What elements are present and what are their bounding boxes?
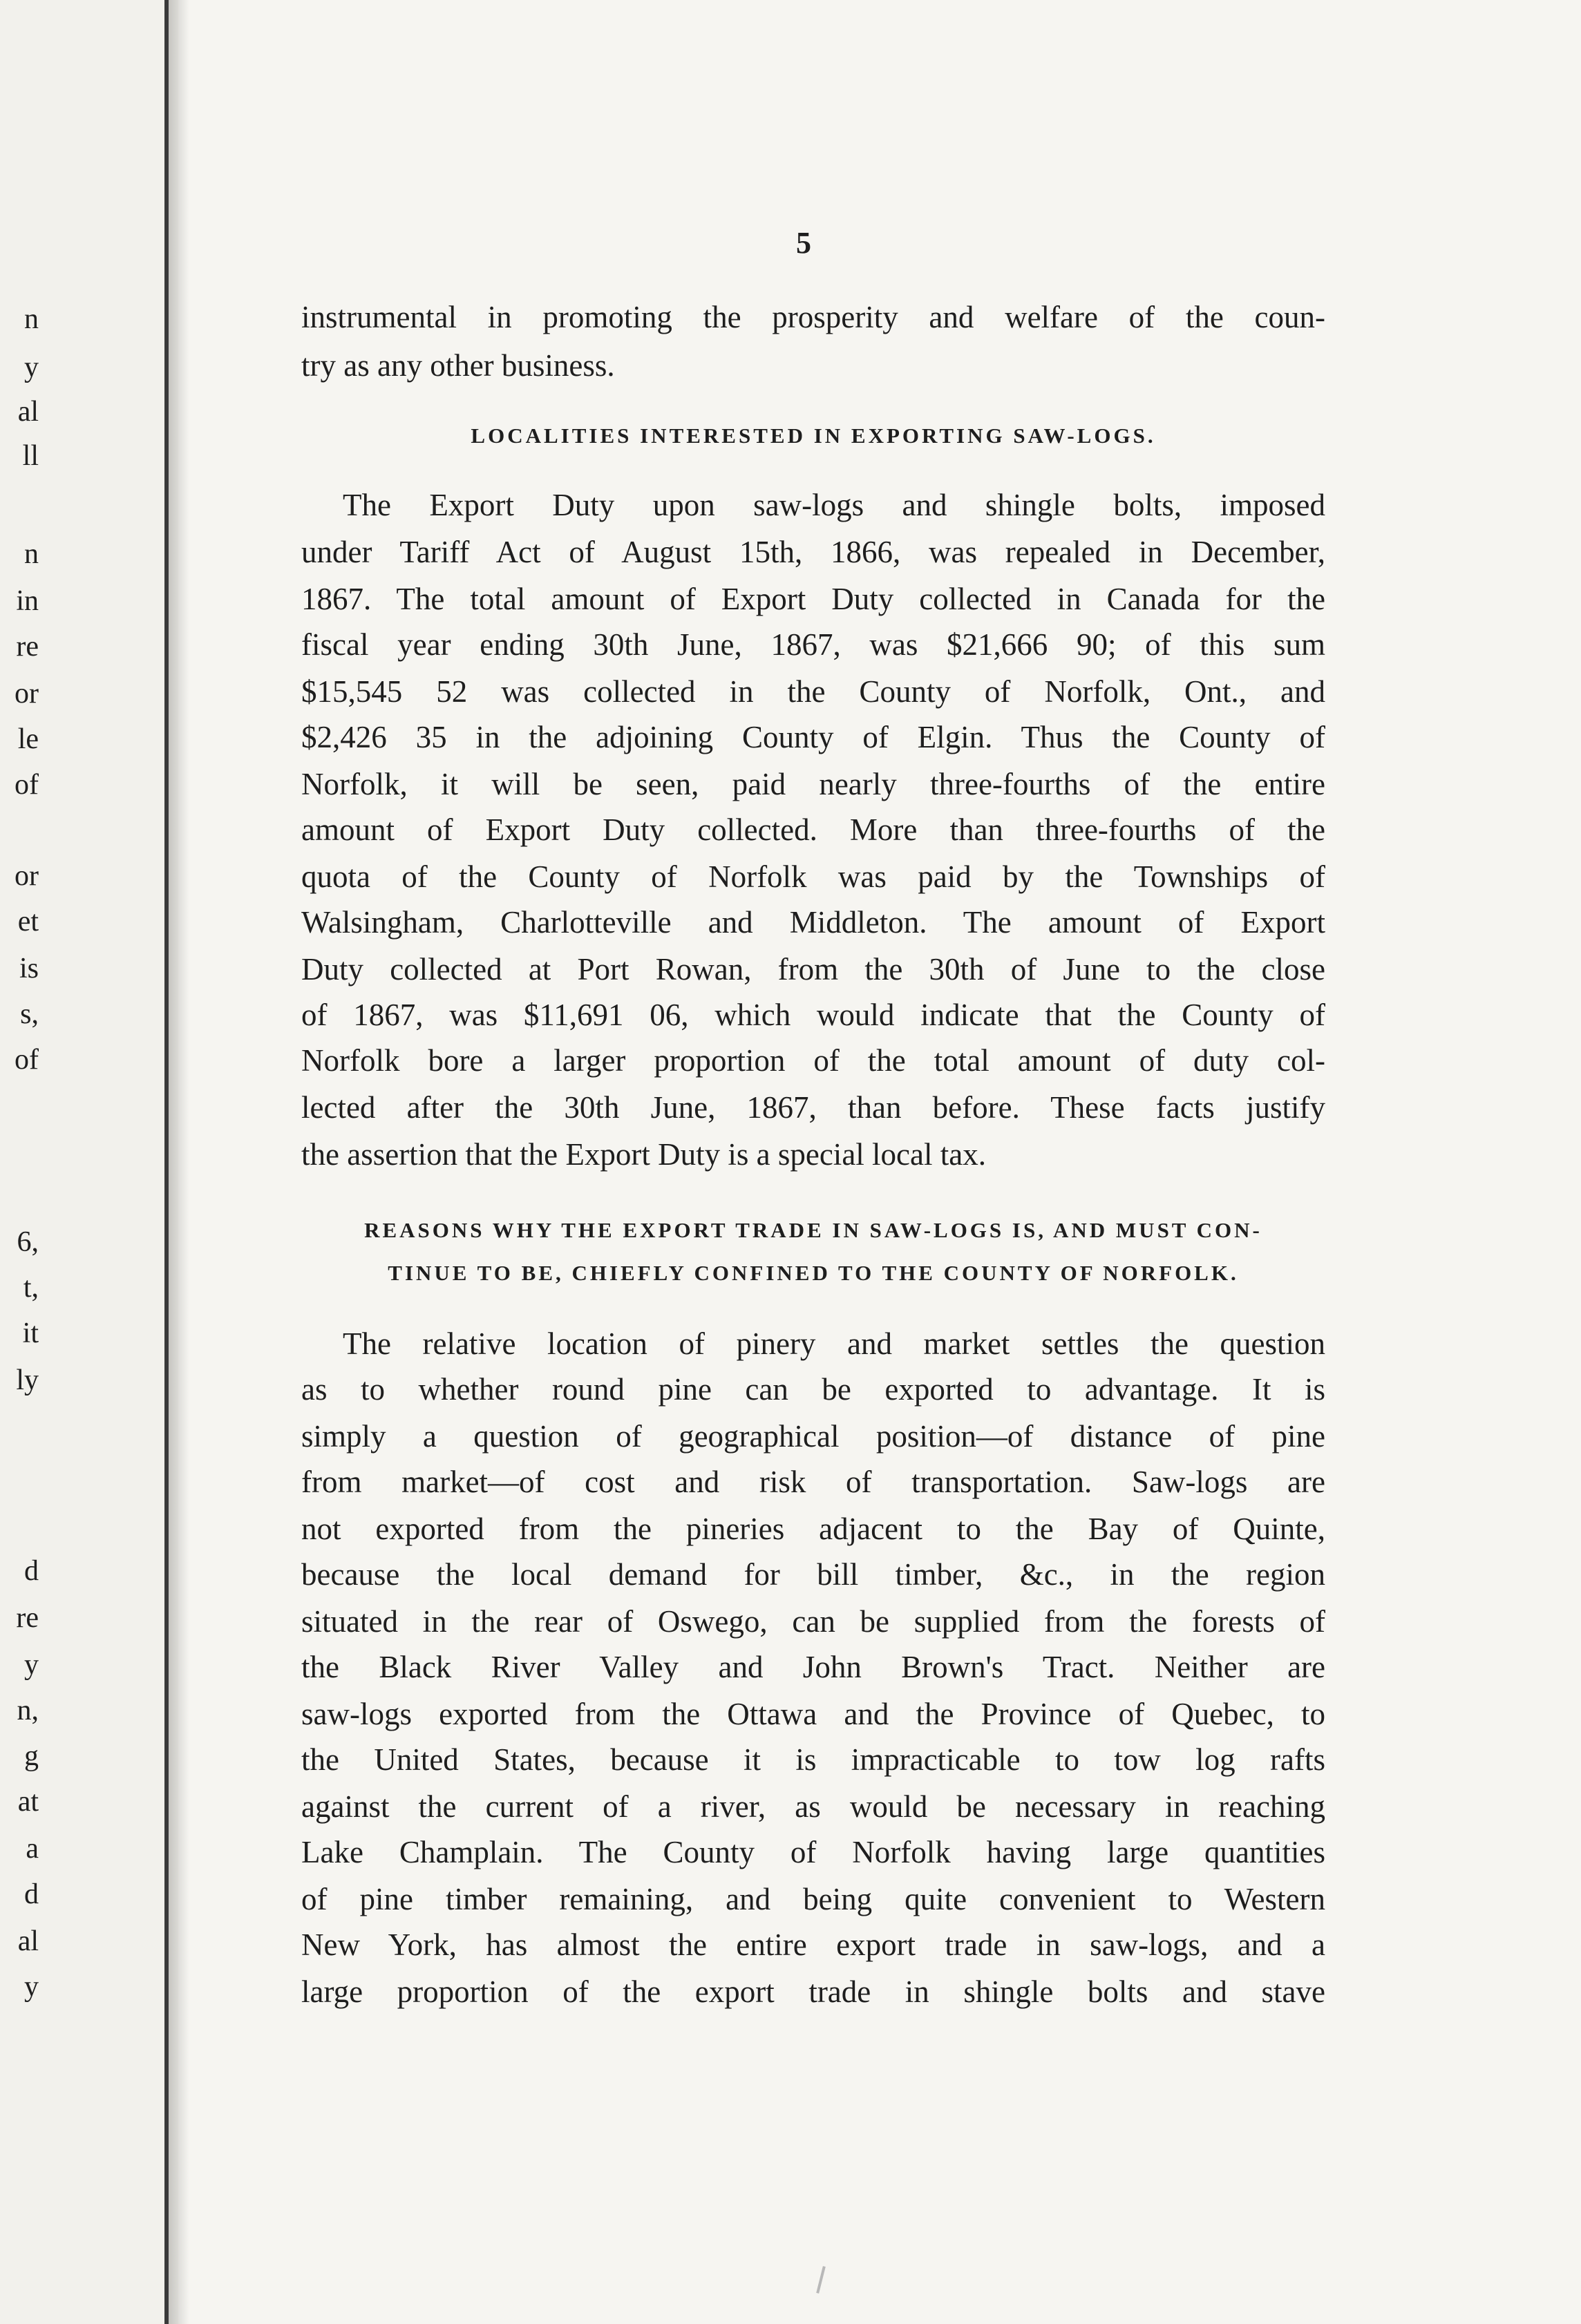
facing-page-fragment: d	[24, 1555, 39, 1587]
facing-page-fragment: n,	[17, 1695, 39, 1726]
gutter-shadow	[169, 0, 189, 2324]
text-line: instrumental in promoting the prosperity and welfare of the coun-	[301, 300, 1325, 334]
text-line: Norfolk bore a larger proportion of the total amount of duty col-	[301, 1043, 1325, 1078]
text-line: New York, has almost the entire export trade in saw-logs, and a	[301, 1927, 1325, 1962]
text-line: of 1867, was $11,691 06, which would indicate that the County of	[301, 998, 1325, 1032]
text-line: under Tariff Act of August 15th, 1866, was repealed in December,	[301, 535, 1325, 569]
text-line: the United States, because it is impracticable to tow log rafts	[301, 1742, 1325, 1777]
text-line: because the local demand for bill timber, &c., in the region	[301, 1557, 1325, 1592]
section-heading-2-line: TINUE TO BE, CHIEFLY CONFINED TO THE COUNTY OF NORFOLK.	[388, 1261, 1239, 1285]
text-line: Norfolk, it will be seen, paid nearly three-fourths of the entire	[301, 767, 1325, 801]
facing-page-fragment: le	[17, 723, 39, 755]
facing-page-fragment: ly	[16, 1364, 39, 1396]
facing-page	[0, 0, 178, 2324]
text-line: Lake Champlain. The County of Norfolk having large quantities	[301, 1835, 1325, 1869]
text-line: against the current of a river, as would be necessary in reaching	[301, 1789, 1325, 1824]
facing-page-fragment: 6,	[17, 1226, 39, 1258]
facing-page-fragment: or	[15, 860, 39, 892]
facing-page-fragment: y	[24, 352, 39, 383]
text-line: try as any other business.	[301, 348, 615, 383]
facing-page-fragment: is	[19, 953, 39, 984]
facing-page-fragment: of	[15, 769, 39, 801]
facing-page-fragment: g	[24, 1740, 39, 1772]
text-line: 1867. The total amount of Export Duty collected in Canada for the	[301, 582, 1325, 616]
stray-ink-mark	[816, 2266, 826, 2294]
facing-page-fragment: et	[17, 906, 39, 937]
facing-page-fragment: t,	[23, 1272, 39, 1304]
facing-page-fragment: ll	[22, 440, 39, 472]
facing-page-fragment: in	[16, 585, 39, 617]
text-line: situated in the rear of Oswego, can be supplied from the forests of	[301, 1604, 1325, 1639]
text-line: amount of Export Duty collected. More than three-fourths of the	[301, 812, 1325, 847]
section-heading-1: LOCALITIES INTERESTED IN EXPORTING SAW-LOGS.	[471, 423, 1156, 448]
facing-page-fragment: al	[17, 1925, 39, 1957]
text-line: of pine timber remaining, and being quite convenient to Western	[301, 1882, 1325, 1916]
facing-page-fragment: it	[22, 1317, 39, 1349]
text-line: lected after the 30th June, 1867, than before. These facts justify	[301, 1090, 1325, 1125]
text-line: not exported from the pineries adjacent to the Bay of Quinte,	[301, 1512, 1325, 1546]
text-line: Walsingham, Charlotteville and Middleton. The amount of Export	[301, 905, 1325, 940]
text-line: $15,545 52 was collected in the County of Norfolk, Ont., and	[301, 674, 1325, 709]
section-heading-2-line: REASONS WHY THE EXPORT TRADE IN SAW-LOGS IS, AND MUST CON-	[364, 1218, 1262, 1242]
facing-page-fragment: n	[24, 303, 39, 335]
facing-page-fragment: s,	[20, 998, 39, 1030]
facing-page-fragment: of	[15, 1044, 39, 1076]
text-line: saw-logs exported from the Ottawa and the Province of Quebec, to	[301, 1697, 1325, 1731]
text-line: simply a question of geographical position—of distance of pine	[301, 1419, 1325, 1454]
facing-page-fragment: d	[24, 1878, 39, 1910]
text-line: $2,426 35 in the adjoining County of Elgin. Thus the County of	[301, 720, 1325, 754]
facing-page-fragment: a	[26, 1833, 39, 1865]
facing-page-fragment: n	[24, 538, 39, 570]
page-number: 5	[796, 226, 811, 260]
facing-page-fragment: at	[17, 1786, 39, 1818]
facing-page-fragment: or	[15, 678, 39, 709]
facing-page-fragment: y	[24, 1971, 39, 2003]
facing-page-fragment: re	[16, 1602, 39, 1634]
text-line: the assertion that the Export Duty is a special local tax.	[301, 1137, 986, 1172]
text-line: The Export Duty upon saw-logs and shingle bolts, imposed	[343, 488, 1325, 522]
facing-page-fragment: al	[17, 396, 39, 428]
facing-page-fragment: y	[24, 1649, 39, 1681]
text-line: Duty collected at Port Rowan, from the 30th of June to the close	[301, 952, 1325, 987]
text-line: large proportion of the export trade in shingle bolts and stave	[301, 1974, 1325, 2009]
text-line: fiscal year ending 30th June, 1867, was $21,666 90; of this sum	[301, 627, 1325, 662]
text-line: from market—of cost and risk of transportation. Saw-logs are	[301, 1465, 1325, 1499]
text-line: the Black River Valley and John Brown's Tract. Neither are	[301, 1650, 1325, 1684]
text-line: quota of the County of Norfolk was paid by the Townships of	[301, 859, 1325, 894]
text-line: as to whether round pine can be exported to advantage. It is	[301, 1372, 1325, 1407]
text-line: The relative location of pinery and market settles the question	[343, 1326, 1325, 1361]
facing-page-fragment: re	[16, 631, 39, 663]
